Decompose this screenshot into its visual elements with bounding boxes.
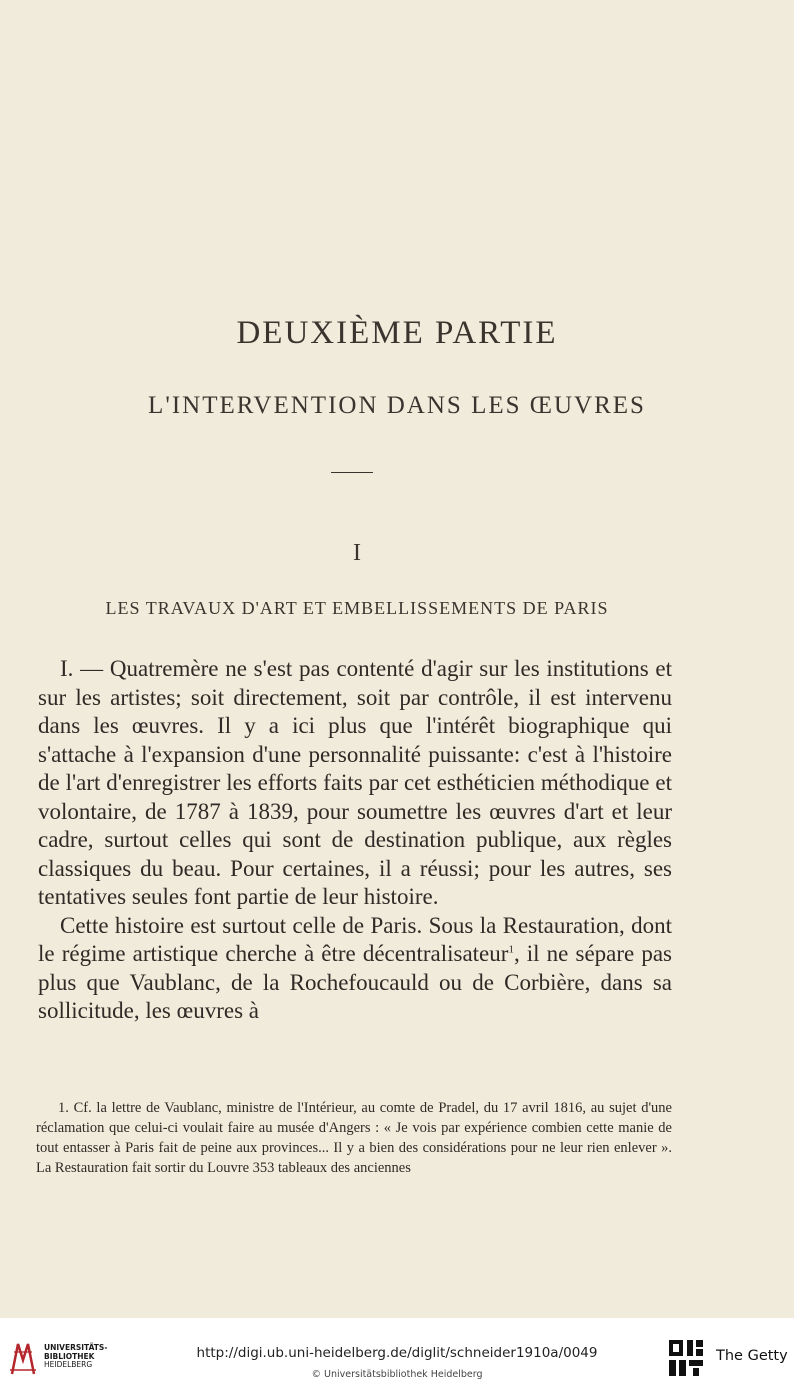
body-text [38, 655, 672, 1026]
title-divider [331, 472, 373, 473]
getty-logo-icon [667, 1338, 705, 1378]
paragraph-2-part-b: , il ne sépare pas plus que Vaublanc, de la Rochefoucauld ou de Corbière, dans sa sollicitude, les œuvres à [38, 941, 672, 1023]
partner-name: The Getty [716, 1348, 788, 1364]
footnote-reference: 1 [508, 943, 514, 956]
library-name: UNIVERSITÄTS- BIBLIOTHEK HEIDELBERG [44, 1343, 108, 1369]
part-title: DEUXIÈME PARTIE [236, 315, 558, 351]
chapter-number: I [353, 540, 361, 566]
paragraph-2 [38, 912, 672, 1026]
footnote [36, 1098, 672, 1178]
paragraph-2-part-a: Cette histoire est surtout celle de Paris. Sous la Restauration, dont le régime artistique cherche à être décentralisateur [38, 912, 672, 966]
chapter-title: LES TRAVAUX D'ART ET EMBELLISSEMENTS DE PARIS [105, 598, 609, 618]
permalink-url[interactable]: http://digi.ub.uni-heidelberg.de/diglit/schneider1910a/0049 [196, 1345, 598, 1361]
copyright-notice: © Universitätsbibliothek Heidelberg [311, 1369, 483, 1380]
part-subtitle: L'INTERVENTION DANS LES ŒUVRES [148, 392, 646, 419]
paragraph-1: I. — Quatremère ne s'est pas contenté d'agir sur les institutions et sur les artistes; soit directement, soit par contrôle, il est intervenu dans les œuvres. Il y a ici plus que l'intérêt biographique qui s'attache à l'expansion d'une personnalité puissante: c'est à l'histoire de l'art d'enregistrer les efforts faits par cet esthéticien méthodique et volontaire, de 1787 à 1839, pour soumettre les œuvres d'art et leur cadre, surtout celles qui sont de destination publique, aux règles classiques du beau. Pour certaines, il a réussi; pour les autres, ses tentatives seules font partie de leur histoire. [38, 656, 672, 909]
footnote-text: 1. Cf. la lettre de Vaublanc, ministre de l'Intérieur, au comte de Pradel, du 17 avril 1816, au sujet d'une réclamation que celui-ci voulait faire au musée d'Angers : « Je vois par expérience combien cette manie de tout entasser à Paris fait de peine aux provinces... Il y a bien des considérations pour ne leur rien enlever ». La Restauration fait sortir du Louvre 353 tableaux des anciennes [36, 1100, 672, 1176]
footer-bar [0, 1318, 794, 1389]
